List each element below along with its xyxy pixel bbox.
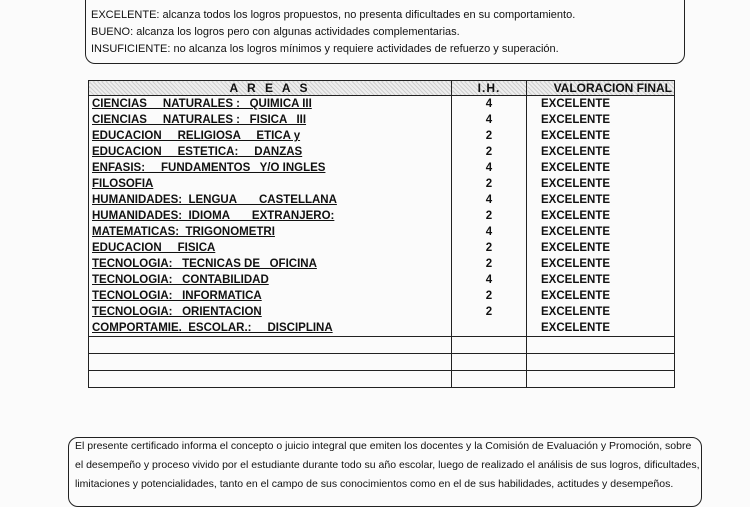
legend-bueno: BUENO: alcanza los logros pero con algunas actividades complementarias. (91, 26, 460, 38)
row-valoracion: EXCELENTE (527, 176, 675, 192)
table-row-empty (89, 337, 675, 354)
row-valoracion: EXCELENTE (527, 272, 675, 288)
row-ih: 2 (452, 128, 527, 144)
empty-cell (452, 371, 527, 388)
table-row (89, 160, 675, 176)
header-areas: A R E A S (89, 81, 452, 96)
row-area: EDUCACION FISICA (89, 240, 452, 256)
row-ih: 4 (452, 160, 527, 176)
empty-cell (527, 354, 675, 371)
table-row (89, 176, 675, 192)
row-area: TECNOLOGIA: INFORMATICA (89, 288, 452, 304)
row-area: TECNOLOGIA: TECNICAS DE OFICINA (89, 256, 452, 272)
row-valoracion: EXCELENTE (527, 144, 675, 160)
row-area: TECNOLOGIA: ORIENTACION (89, 304, 452, 320)
row-area: EDUCACION RELIGIOSA ETICA y (89, 128, 452, 144)
certificate-line-3: limitaciones y potencialidades, tanto en el campo de sus conocimientos como en el de sus habilidades, actitudes y desempeños. (75, 478, 674, 490)
table-row (89, 96, 675, 113)
row-ih: 2 (452, 144, 527, 160)
empty-cell (452, 354, 527, 371)
row-valoracion: EXCELENTE (527, 288, 675, 304)
table-row-empty (89, 371, 675, 388)
grades-table (88, 80, 675, 388)
row-valoracion: EXCELENTE (527, 112, 675, 128)
row-ih: 4 (452, 192, 527, 208)
row-valoracion: EXCELENTE (527, 128, 675, 144)
row-ih: 4 (452, 112, 527, 128)
table-row (89, 272, 675, 288)
table-row (89, 128, 675, 144)
empty-cell (89, 371, 452, 388)
header-ih: I.H. (452, 81, 527, 96)
table-row (89, 224, 675, 240)
table-row (89, 304, 675, 320)
row-ih: 2 (452, 240, 527, 256)
row-ih (452, 320, 527, 337)
row-valoracion: EXCELENTE (527, 256, 675, 272)
row-valoracion: EXCELENTE (527, 208, 675, 224)
table-row-empty (89, 354, 675, 371)
certificate-statement (68, 437, 702, 507)
row-valoracion: EXCELENTE (527, 160, 675, 176)
row-area: FILOSOFIA (89, 176, 452, 192)
certificate-line-1: El presente certificado informa el concepto o juicio integral que emiten los docentes y la Comisión de Evaluación y Promoción, sobre (75, 440, 692, 452)
row-area: CIENCIAS NATURALES : FISICA III (89, 112, 452, 128)
row-valoracion: EXCELENTE (527, 192, 675, 208)
row-valoracion: EXCELENTE (527, 96, 675, 113)
empty-cell (89, 337, 452, 354)
table-header-row (89, 81, 675, 96)
row-valoracion: EXCELENTE (527, 304, 675, 320)
row-valoracion: EXCELENTE (527, 240, 675, 256)
row-area: MATEMATICAS: TRIGONOMETRI (89, 224, 452, 240)
row-area: CIENCIAS NATURALES : QUIMICA III (89, 96, 452, 113)
table-row (89, 208, 675, 224)
row-area: HUMANIDADES: LENGUA CASTELLANA (89, 192, 452, 208)
table-row (89, 112, 675, 128)
row-valoracion: EXCELENTE (527, 320, 675, 337)
row-ih: 2 (452, 176, 527, 192)
row-area: EDUCACION ESTETICA: DANZAS (89, 144, 452, 160)
empty-cell (527, 337, 675, 354)
empty-cell (452, 337, 527, 354)
legend-excelente: EXCELENTE: alcanza todos los logros propuestos, no presenta dificultades en su comportamiento. (91, 9, 576, 21)
row-ih: 4 (452, 224, 527, 240)
row-ih: 2 (452, 288, 527, 304)
row-area: TECNOLOGIA: CONTABILIDAD (89, 272, 452, 288)
row-ih: 2 (452, 304, 527, 320)
table-row (89, 256, 675, 272)
grading-legend (85, 0, 685, 64)
row-area: COMPORTAMIE. ESCOLAR.: DISCIPLINA (89, 320, 452, 337)
legend-insuficiente: INSUFICIENTE: no alcanza los logros mínimos y requiere actividades de refuerzo y superación. (91, 43, 559, 55)
row-area: ENFASIS: FUNDAMENTOS Y/O INGLES (89, 160, 452, 176)
table-row (89, 240, 675, 256)
table-row (89, 320, 675, 337)
row-area: HUMANIDADES: IDIOMA EXTRANJERO: (89, 208, 452, 224)
certificate-line-2: el desempeño y proceso vivido por el estudiante durante todo su año escolar, luego de realizado el análisis de sus logros, dificultades, (75, 459, 700, 471)
table-row (89, 288, 675, 304)
row-ih: 2 (452, 256, 527, 272)
table-row (89, 144, 675, 160)
table-row (89, 192, 675, 208)
row-ih: 4 (452, 272, 527, 288)
empty-cell (527, 371, 675, 388)
header-valoracion: VALORACION FINAL (527, 81, 675, 96)
empty-cell (89, 354, 452, 371)
row-valoracion: EXCELENTE (527, 224, 675, 240)
row-ih: 2 (452, 208, 527, 224)
row-ih: 4 (452, 96, 527, 113)
